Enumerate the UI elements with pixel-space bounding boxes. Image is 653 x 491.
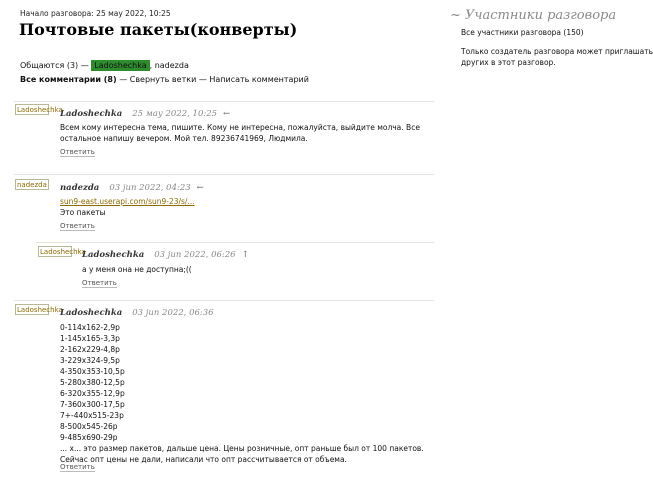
comment-line: 2-162x229-4,8р <box>60 345 120 354</box>
comment-header <box>60 183 204 193</box>
participant-link-nadezda[interactable]: , nadezda <box>149 61 189 70</box>
participants-count: Общаются (3) — <box>20 61 89 70</box>
comment-author[interactable]: Ladoshechka <box>82 250 145 260</box>
separator: — <box>119 75 128 84</box>
comment-header <box>82 250 249 260</box>
comment-author[interactable]: Ladoshechka <box>60 308 123 318</box>
comment-divider <box>14 174 434 175</box>
reply-label[interactable]: Ответить <box>82 279 117 287</box>
write-comment-link[interactable]: Написать комментарий <box>209 75 309 84</box>
participant-link-ladoshechka[interactable]: Ladoshechka <box>91 60 149 71</box>
comment-date: 03 jun 2022, 06:26 <box>154 250 236 260</box>
comment-line: 0-114x162-2,9р <box>60 323 120 332</box>
comment-line: 7+-440x515-23р <box>60 411 124 420</box>
comment-line: Всем кому интересна тема, пишите. Кому не интересна, пожалуйста, выйдите молча. Все <box>60 123 420 132</box>
comment-line: 4-350x353-10,5р <box>60 367 125 376</box>
comment-date: 03 jun 2022, 06:36 <box>132 308 214 318</box>
comment-line: 5-280x380-12,5р <box>60 378 125 387</box>
comment-actions-bar <box>20 75 309 84</box>
reply-button[interactable] <box>60 222 95 230</box>
comment-line: 1-145x165-3,3р <box>60 334 120 343</box>
separator: — <box>198 75 207 84</box>
reply-arrow-icon[interactable]: ← <box>196 183 204 193</box>
comment-line: 8-500x545-26р <box>60 422 118 431</box>
sidebar-note-line: Только создатель разговора может приглашать <box>461 47 653 56</box>
comment-author[interactable]: Ladoshechka <box>60 109 123 119</box>
reply-arrow-icon[interactable]: ← <box>223 109 231 119</box>
all-comments-label[interactable]: Все комментарии (8) <box>20 75 117 84</box>
collapse-threads-link[interactable]: Свернуть ветки <box>129 75 197 84</box>
attachment-link[interactable]: sun9-east.userapi.com/sun9-23/s/... <box>60 197 195 206</box>
reply-label[interactable]: Ответить <box>60 463 95 471</box>
sidebar-title: ~ Участники разговора <box>450 8 617 23</box>
comment-divider <box>14 101 434 102</box>
avatar[interactable]: Ladoshechka <box>40 248 86 256</box>
comment-line: Сейчас опт цены не дали, написали что опт рассчитывается от объема. <box>60 455 347 464</box>
comment-divider <box>14 300 434 301</box>
comment-header <box>60 109 230 119</box>
reply-button[interactable] <box>60 463 95 471</box>
comment-line: 3-229x324-9,5р <box>60 356 120 365</box>
comment-line: 6-320x355-12,9р <box>60 389 125 398</box>
avatar[interactable]: nadezda <box>15 179 49 190</box>
sidebar-note-line: других в этот разговор. <box>461 58 556 67</box>
comment-author[interactable]: nadezda <box>60 183 100 193</box>
comment-line: остальное напишу вечером. Мой тел. 89236741969, Людмила. <box>60 134 308 143</box>
comment-text <box>60 322 424 465</box>
comment-divider <box>36 242 434 243</box>
comment-line: а у меня она не доступна;(( <box>82 265 192 274</box>
comment-date: 03 jun 2022, 04:23 <box>109 183 191 193</box>
comment-line: 9-485x690-29р <box>60 433 118 442</box>
avatar[interactable]: Ladoshechka <box>17 106 63 114</box>
comment-text <box>82 264 192 275</box>
comment-line: 7-360x300-17,5р <box>60 400 125 409</box>
page-title: Почтовые пакеты(конверты) <box>19 20 298 39</box>
reply-button[interactable] <box>82 279 117 287</box>
comment-line: ... х... это размер пакетов, дальше цена. Цены розничные, опт раньше был от 100 пакетов. <box>60 444 424 453</box>
all-participants-link[interactable]: Все участники разговора (150) <box>461 28 584 37</box>
reply-label[interactable]: Ответить <box>60 148 95 156</box>
avatar[interactable]: Ladoshechka <box>17 306 63 314</box>
comment-line: Это пакеты <box>60 208 106 217</box>
reply-label[interactable]: Ответить <box>60 222 95 230</box>
comment-date: 25 мау 2022, 10:25 <box>132 109 218 119</box>
comment-text <box>60 122 420 144</box>
comment-header <box>60 308 214 318</box>
reply-button[interactable] <box>60 148 95 156</box>
conversation-start-meta: Начало разговора: 25 мау 2022, 10:25 <box>20 9 171 18</box>
parent-arrow-icon[interactable]: ↑ <box>241 250 249 260</box>
sidebar-note <box>461 46 653 68</box>
comment-text <box>60 207 106 218</box>
participants-line <box>20 61 189 70</box>
